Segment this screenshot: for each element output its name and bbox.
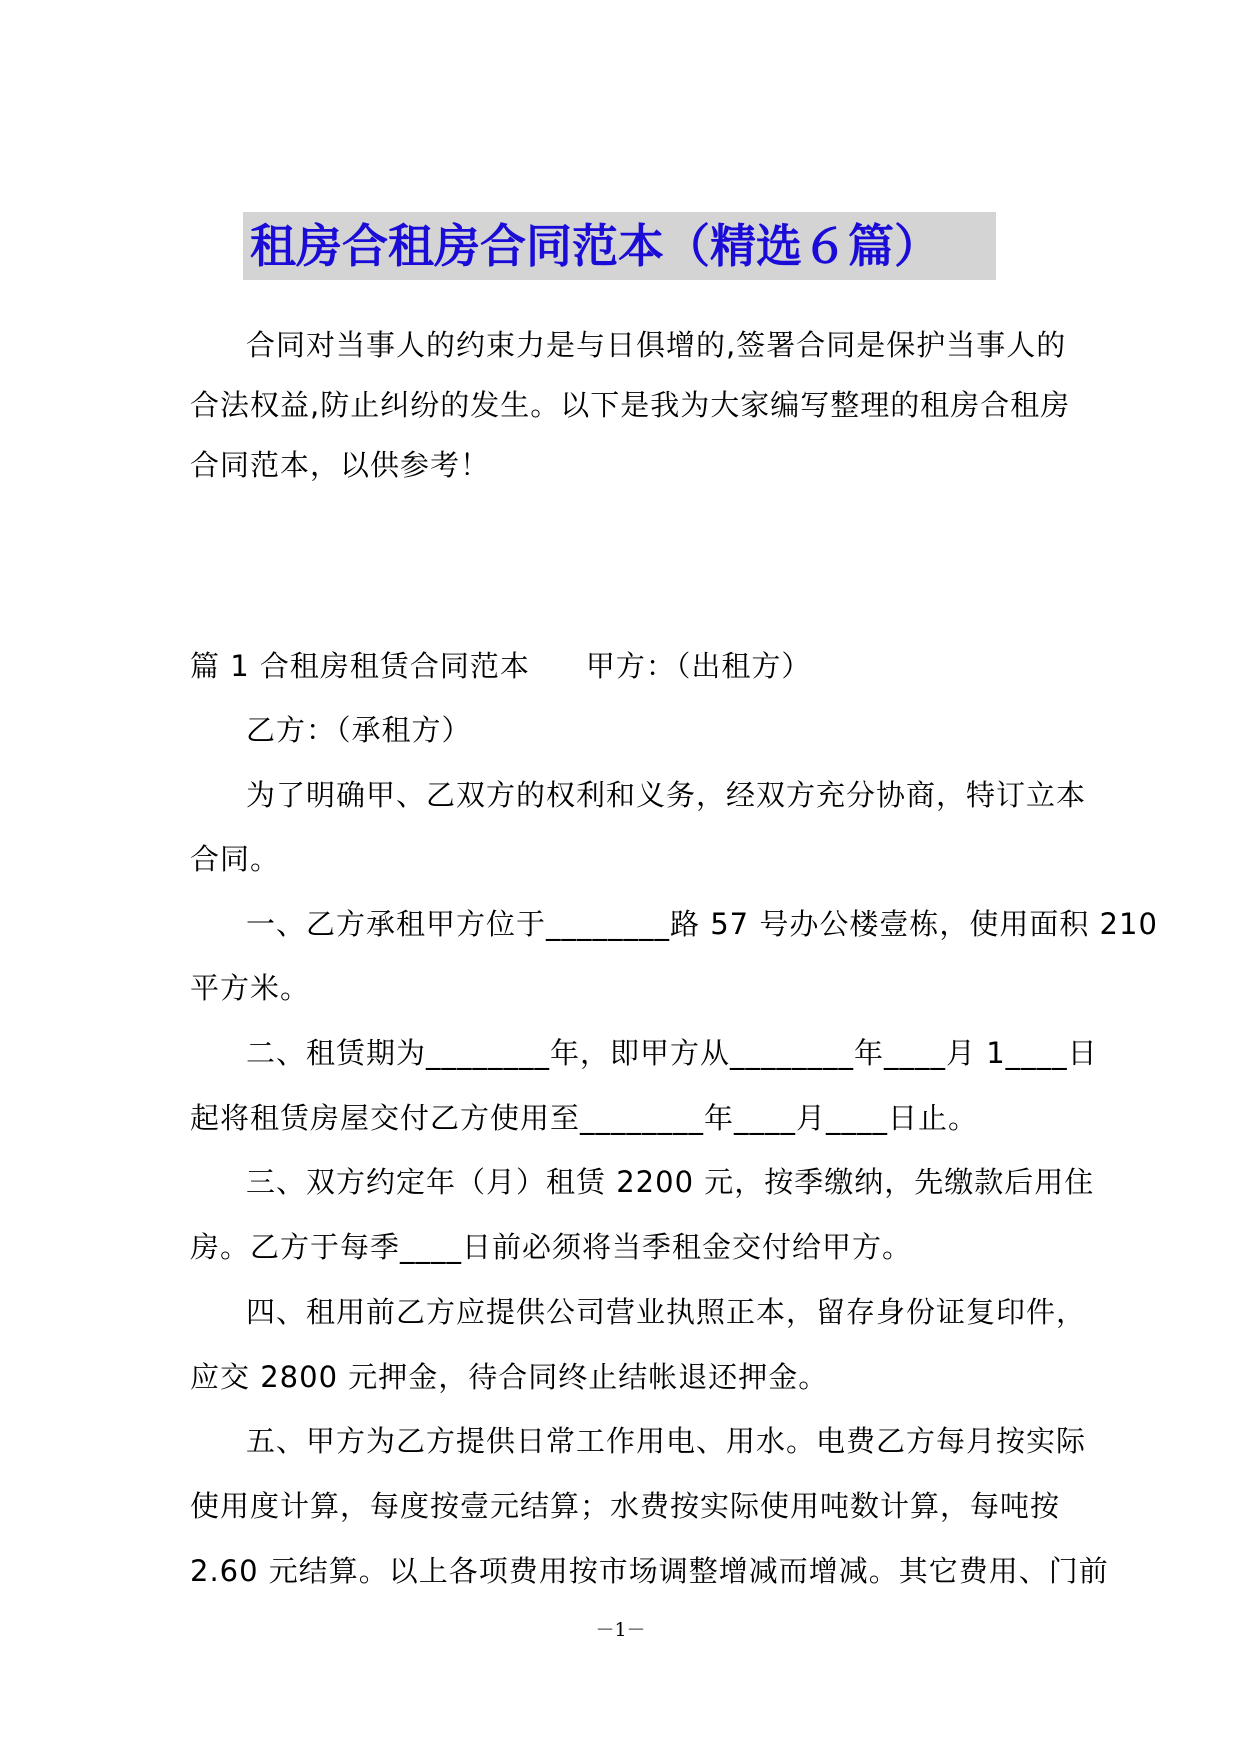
clause-2-line-1: 二、租赁期为________年，即甲方从________年____月 1____日	[246, 1036, 1098, 1070]
clause-5-line-1: 五、甲方为乙方提供日常工作用电、用水。电费乙方每月按实际	[246, 1424, 1087, 1458]
party-a: 甲方：（出租方）	[585, 649, 812, 683]
page-number: －1－	[595, 1619, 646, 1641]
party-b: 乙方：（承租方）	[246, 713, 472, 747]
document-title: 租房合租房合同范本（精选６篇）	[250, 219, 940, 273]
intro-line-2: 合法权益,防止纠纷的发生。以下是我为大家编写整理的租房合租房	[190, 388, 1071, 422]
section-heading-row	[190, 646, 811, 686]
clause-4-line-2: 应交 2800 元押金，待合同终止结帐退还押金。	[190, 1360, 829, 1394]
intro-line-1: 合同对当事人的约束力是与日俱增的,签署合同是保护当事人的	[246, 328, 1067, 362]
clause-1-line-1: 一、乙方承租甲方位于________路 57 号办公楼壹栋，使用面积 210	[246, 907, 1158, 941]
body-line-2: 合同。	[190, 842, 281, 876]
clause-3-line-2: 房。乙方于每季____日前必须将当季租金交付给甲方。	[190, 1230, 913, 1264]
clause-4-line-1: 四、租用前乙方应提供公司营业执照正本，留存身份证复印件，	[246, 1295, 1087, 1329]
clause-1-line-2: 平方米。	[190, 971, 311, 1005]
body-line-1: 为了明确甲、乙双方的权利和义务，经双方充分协商，特订立本	[246, 778, 1087, 812]
section-heading: 篇 1 合租房租赁合同范本	[190, 649, 530, 683]
clause-5-line-3: 2.60 元结算。以上各项费用按市场调整增减而增减。其它费用、门前	[190, 1554, 1109, 1588]
clause-5-line-2: 使用度计算，每度按壹元结算；水费按实际使用吨数计算，每吨按	[190, 1489, 1061, 1523]
clause-3-line-1: 三、双方约定年（月）租赁 2200 元，按季缴纳，先缴款后用住	[246, 1165, 1095, 1199]
intro-line-3: 合同范本，以供参考！	[190, 448, 491, 482]
clause-2-line-2: 起将租赁房屋交付乙方使用至________年____月____日止。	[190, 1101, 979, 1135]
